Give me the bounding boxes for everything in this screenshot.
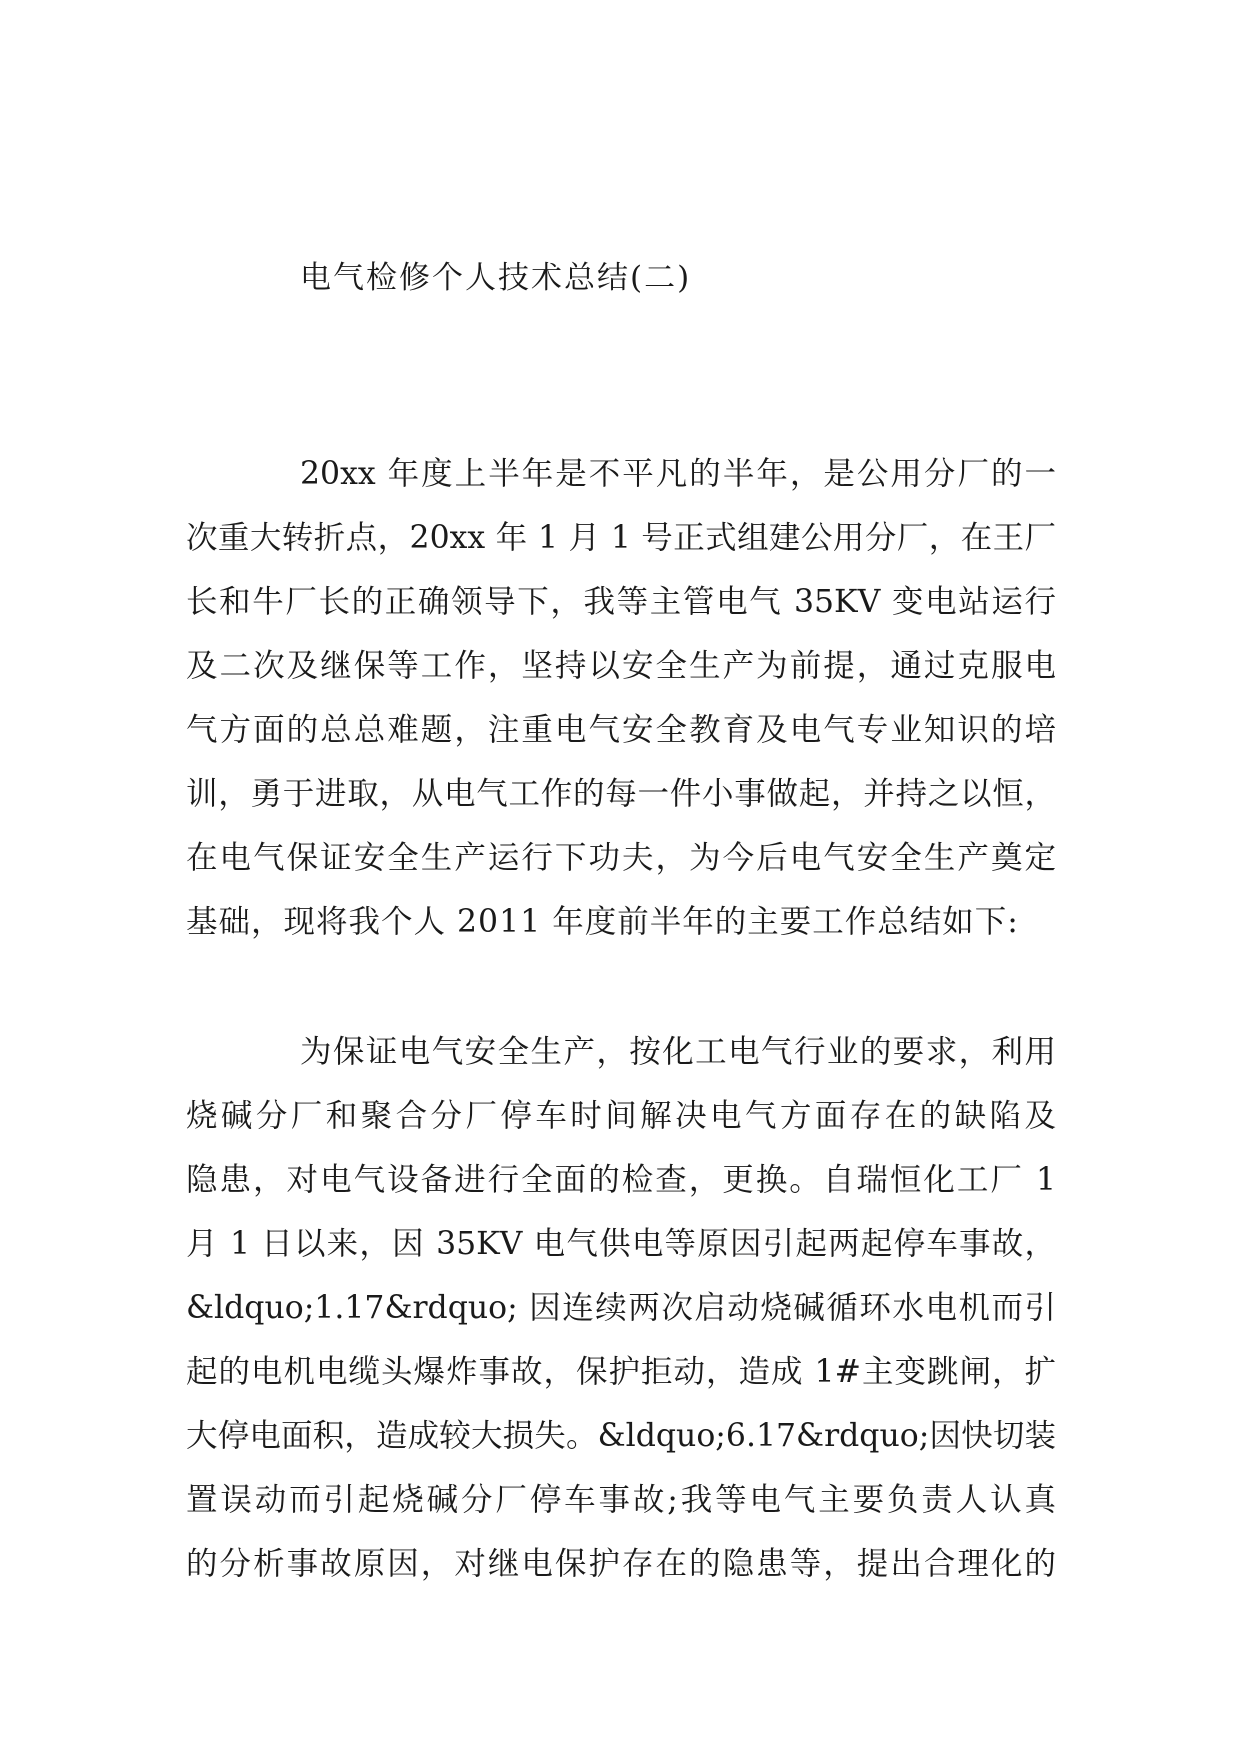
text-line: 次重大转折点，20xx 年 1 月 1 号正式组建公用分厂，在王厂: [186, 520, 1056, 556]
text-line: 及二次及继保等工作，坚持以安全生产为前提，通过克服电: [186, 648, 1056, 684]
text-line: 训，勇于进取，从电气工作的每一件小事做起，并持之以恒，: [186, 776, 1056, 812]
text-line: 大停电面积，造成较大损失。&ldquo;6.17&rdquo;因快切装: [186, 1418, 1056, 1454]
text-line: &ldquo;1.17&rdquo; 因连续两次启动烧碱循环水电机而引: [186, 1290, 1056, 1326]
document-title: 电气检修个人技术总结(二): [300, 260, 692, 296]
text-line: 月 1 日以来，因 35KV 电气供电等原因引起两起停车事故，: [186, 1226, 1056, 1262]
text-line: 长和牛厂长的正确领导下，我等主管电气 35KV 变电站运行: [186, 584, 1056, 620]
text-line: 为保证电气安全生产，按化工电气行业的要求，利用: [300, 1034, 1056, 1070]
paragraph-summary-intro: [186, 442, 1056, 954]
text-line: 20xx 年度上半年是不平凡的半年，是公用分厂的一: [300, 456, 1056, 492]
text-line: 烧碱分厂和聚合分厂停车时间解决电气方面存在的缺陷及: [186, 1098, 1056, 1134]
text-line: 气方面的总总难题，注重电气安全教育及电气专业知识的培: [186, 712, 1056, 748]
paragraph-safety-production: [186, 1020, 1056, 1596]
text-line: 隐患，对电气设备进行全面的检查，更换。自瑞恒化工厂 1: [186, 1162, 1056, 1198]
text-line: 起的电机电缆头爆炸事故，保护拒动，造成 1#主变跳闸，扩: [186, 1354, 1056, 1390]
text-line: 置误动而引起烧碱分厂停车事故;我等电气主要负责人认真: [186, 1482, 1056, 1518]
text-line: 基础，现将我个人 2011 年度前半年的主要工作总结如下:: [186, 904, 1019, 940]
text-line: 在电气保证安全生产运行下功夫，为今后电气安全生产奠定: [186, 840, 1056, 876]
text-line: 的分析事故原因，对继电保护存在的隐患等，提出合理化的: [186, 1546, 1056, 1582]
